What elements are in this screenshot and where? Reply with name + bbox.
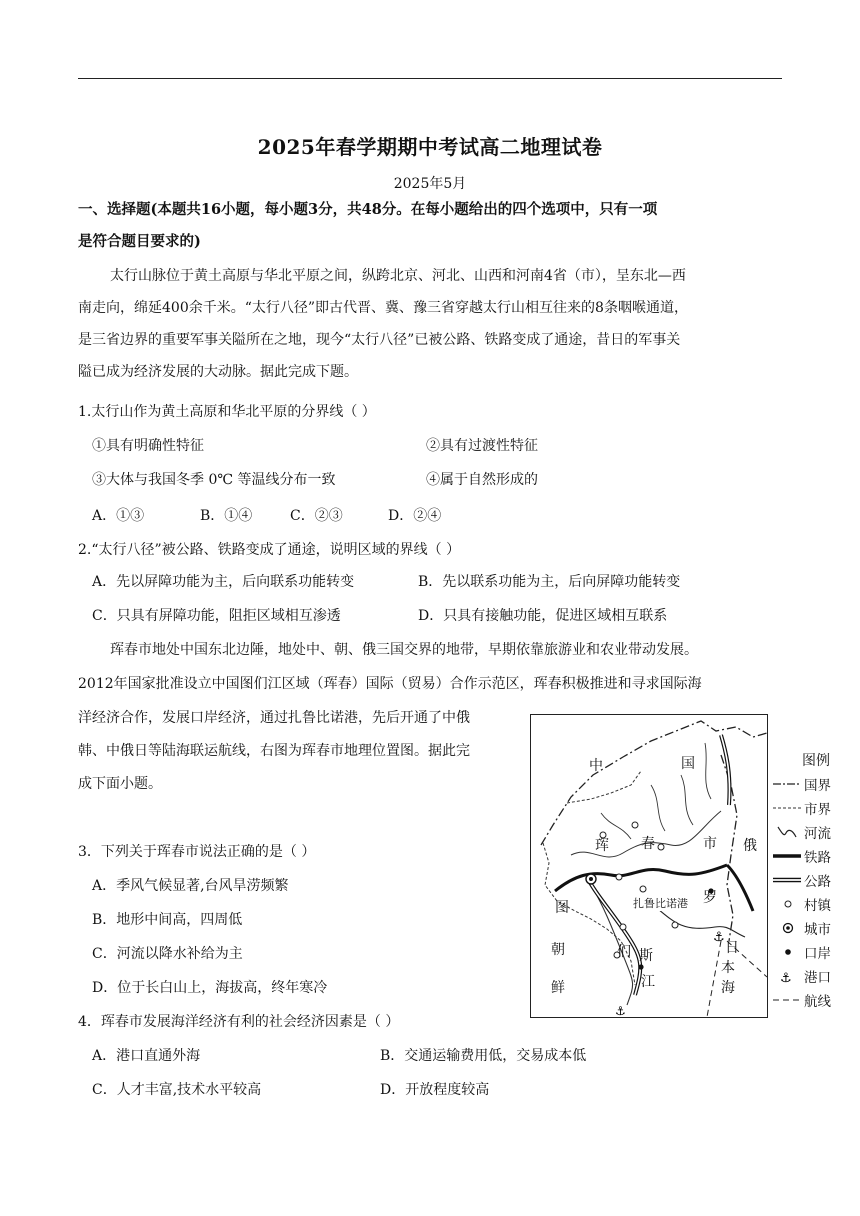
town-marker <box>616 874 622 880</box>
map-label-hai: 海 <box>721 980 735 996</box>
anchor-icon: ⚓ <box>780 971 792 985</box>
q2-option-b: B．先以联系功能为主，后向屏障功能转变 <box>418 574 681 590</box>
river-trib-3 <box>681 775 693 825</box>
q1-statement-2: ②具有过渡性特征 <box>426 438 538 454</box>
map-label-chao: 朝 <box>551 942 565 958</box>
map-label-jiang: 江 <box>641 974 655 990</box>
city-boundary-north <box>567 771 641 803</box>
legend-national-border <box>772 774 844 794</box>
legend-label: 公路 <box>804 874 831 890</box>
river-trib-2 <box>651 785 665 831</box>
map-label-luo: 罗 <box>703 890 717 906</box>
legend-label: 口岸 <box>804 946 831 962</box>
q4-option-d: D．开放程度较高 <box>380 1082 490 1098</box>
legend-railway <box>772 846 844 866</box>
q4-option-a: A．港口直通外海 <box>92 1048 201 1064</box>
exam-date: 2025年5月 <box>393 176 467 192</box>
map-label-ri: 日 <box>725 940 739 956</box>
q2-stem: 2.“太行八径”被公路、铁路变成了通途，说明区域的界线（ ） <box>78 542 461 558</box>
legend-label: 港口 <box>804 970 831 986</box>
q1-option-a: A．①③ <box>92 508 145 524</box>
q3-option-d: D．位于长白山上，海拔高，终年寒冷 <box>92 980 328 996</box>
q2-option-a: A．先以屏障功能为主，后向联系功能转变 <box>92 574 355 590</box>
harbor-anchor-icon: ⚓ <box>615 1004 626 1017</box>
railway-east <box>727 865 753 911</box>
town-marker <box>672 922 678 928</box>
map-label-zhong: 中 <box>589 758 603 774</box>
map-label-guo: 国 <box>681 756 695 772</box>
passage2-line3: 洋经济合作，发展口岸经济，通过扎鲁比诺港，先后开通了中俄 <box>78 710 470 726</box>
q1-statement-1: ①具有明确性特征 <box>92 438 204 454</box>
map-label-zarubino-port: 扎鲁比诺港 <box>633 897 688 910</box>
legend-label: 市界 <box>804 802 831 818</box>
town-marker <box>632 822 638 828</box>
legend-highway <box>772 870 844 890</box>
q1-option-b: B．①④ <box>200 508 253 524</box>
map-label-hun: 珲 <box>595 838 609 854</box>
legend-harbor <box>772 966 844 986</box>
legend-label: 城市 <box>804 922 831 938</box>
river-trib-4 <box>705 743 711 799</box>
legend-shipping-route <box>772 990 844 1010</box>
map-label-xian: 鲜 <box>551 980 565 996</box>
q3-option-b: B．地形中间高，四周低 <box>92 912 243 928</box>
section-heading-line1: 一、选择题(本题共16小题，每小题3分，共48分。在每小题给出的四个选项中，只有一项 <box>78 201 658 218</box>
port-of-entry <box>638 964 643 969</box>
passage1-line1: 太行山脉位于黄土高原与华北平原之间，纵跨北京、河北、山西和河南4省（市），呈东北—西 <box>110 268 686 284</box>
header-rule <box>78 78 782 79</box>
harbor-anchor-icon: ⚓ <box>713 930 725 945</box>
q4-stem: 4．珲春市发展海洋经济有利的社会经济因素是（ ） <box>78 1014 400 1030</box>
q4-option-b: B．交通运输费用低，交易成本低 <box>380 1048 587 1064</box>
legend-river <box>772 822 844 842</box>
map-label-chun: 春 <box>641 836 655 852</box>
legend-port-of-entry <box>772 942 844 962</box>
legend-label: 国界 <box>804 778 831 794</box>
passage1-line2: 南走向，绵延400余千米。“太行八径”即古代晋、冀、豫三省穿越太行山相互往来的8条咽喉通道， <box>78 300 688 316</box>
passage1-line4: 隘已成为经济发展的大动脉。据此完成下题。 <box>78 364 358 380</box>
q3-option-c: C．河流以降水补给为主 <box>92 946 243 962</box>
exam-title: 2025年春学期期中考试高二地理试卷 <box>257 135 603 159</box>
legend-city <box>772 918 844 938</box>
legend-label: 航线 <box>804 994 831 1010</box>
town-marker <box>620 924 626 930</box>
q1-stem: 1.太行山作为黄土高原和华北平原的分界线（ ） <box>78 404 376 420</box>
q1-statement-4: ④属于自然形成的 <box>426 472 538 488</box>
passage2-line1: 珲春市地处中国东北边陲，地处中、朝、俄三国交界的地带，早期依靠旅游业和农业带动发展。 <box>110 642 698 658</box>
q2-option-c: C．只具有屏障功能，阻拒区域相互渗透 <box>92 608 341 624</box>
q3-option-a: A．季风气候显著,台风旱涝频繁 <box>92 878 289 894</box>
legend-title: 图例 <box>802 753 830 769</box>
map-label-ben: 本 <box>721 960 735 976</box>
passage1-line3: 是三省边界的重要军事关隘所在之地，现今“太行八径”已被公路、铁路变成了通途，昔日的军事关 <box>78 332 681 348</box>
q4-option-c: C．人才丰富,技术水平较高 <box>92 1082 262 1098</box>
legend-label: 村镇 <box>804 898 831 914</box>
map-label-tu: 图 <box>555 900 569 916</box>
town-marker <box>658 844 664 850</box>
passage2-line4: 韩、中俄日等陆海联运航线，右图为珲春市地理位置图。据此完 <box>78 743 470 759</box>
q2-option-d: D．只具有接触功能，促进区域相互联系 <box>418 608 668 624</box>
passage2-line2: 2012年国家批准设立中国图们江区域（珲春）国际（贸易）合作示范区，珲春积极推进和寻求国际海 <box>78 676 702 692</box>
legend-label: 铁路 <box>804 850 831 866</box>
legend-town <box>772 894 844 914</box>
q1-statement-3: ③大体与我国冬季 0℃ 等温线分布一致 <box>92 472 336 488</box>
map-label-e: 俄 <box>743 838 757 854</box>
section-heading-line2: 是符合题目要求的) <box>78 233 201 250</box>
map-label-men: 们 <box>617 944 631 960</box>
town-marker <box>640 886 646 892</box>
legend-city-boundary <box>772 798 844 818</box>
hunchun-location-map <box>530 714 768 1018</box>
passage2-line5: 成下面小题。 <box>78 776 162 792</box>
map-label-si: 斯 <box>639 948 653 964</box>
q1-option-d: D．②④ <box>388 508 442 524</box>
national-border <box>541 721 767 845</box>
q3-stem: 3．下列关于珲春市说法正确的是（ ） <box>78 844 316 860</box>
legend-label: 河流 <box>804 826 831 842</box>
map-label-shi: 市 <box>703 836 717 852</box>
shipping-route-1 <box>707 941 721 1017</box>
q1-option-c: C．②③ <box>290 508 343 524</box>
city-marker-dot <box>589 877 593 881</box>
